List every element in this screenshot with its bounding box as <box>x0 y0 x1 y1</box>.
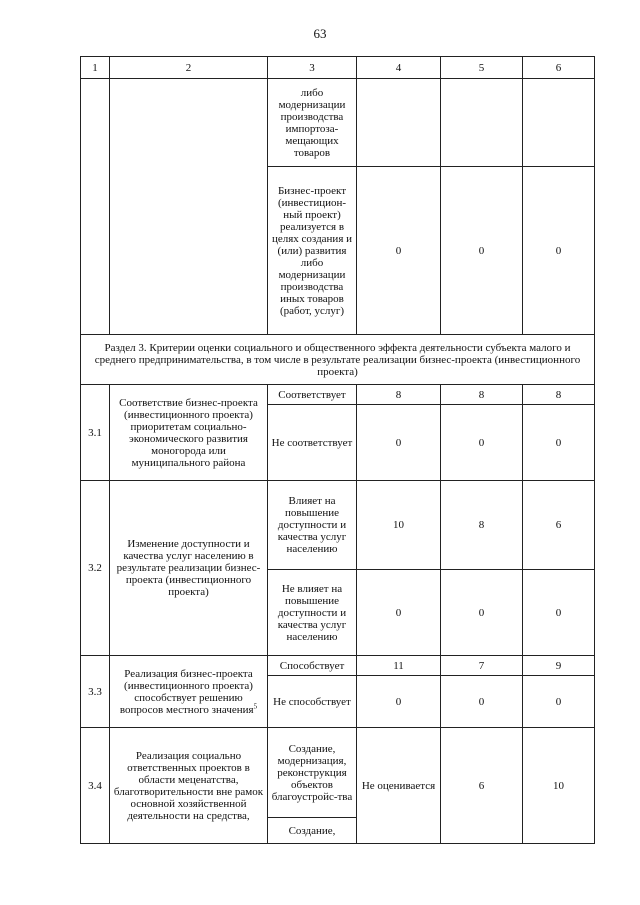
row-3-4-v6: 10 <box>523 728 595 844</box>
row-3-1-o2-v5: 0 <box>441 405 523 481</box>
cont-number-cell <box>81 79 110 335</box>
cont-option-a: либо модернизации производства импортоза-мещающих товаров <box>268 79 357 167</box>
row-3-2-option-1: Влияет на повышение доступности и качества услуг населению <box>268 481 357 570</box>
row-3-2-opt1 <box>81 481 595 570</box>
row-3-2-number: 3.2 <box>81 481 110 656</box>
row-3-1-option-2: Не соответствует <box>268 405 357 481</box>
cont-a-v5 <box>441 79 523 167</box>
criteria-table <box>80 56 595 844</box>
row-3-3-o1-v6: 9 <box>523 656 595 676</box>
row-3-4-number: 3.4 <box>81 728 110 844</box>
row-3-1-criterion: Соответствие бизнес-проекта (инвестиционного проекта) приоритетам социально-экономического развития моногорода или муниципального района <box>110 385 268 481</box>
header-cell-1: 1 <box>81 57 110 79</box>
row-3-4-v5: 6 <box>441 728 523 844</box>
row-3-3-number: 3.3 <box>81 656 110 728</box>
row-3-3-option-1: Способствует <box>268 656 357 676</box>
row-3-2-o1-v4: 10 <box>357 481 441 570</box>
row-3-1-o1-v5: 8 <box>441 385 523 405</box>
row-3-3-criterion-text: Реализация бизнес-проекта (инвестиционного проекта) способствует решению вопросов местного значения <box>119 667 254 716</box>
cont-b-v4: 0 <box>357 167 441 335</box>
row-3-1-number: 3.1 <box>81 385 110 481</box>
row-3-3-o2-v5: 0 <box>441 676 523 728</box>
row-3-3-o1-v4: 11 <box>357 656 441 676</box>
section-3-title: Раздел 3. Критерии оценки социального и общественного эффекта деятельности субъекта малого и среднего предпринимательства, в том числе в результате реализации бизнес-проекта (инвестиционного проекта) <box>81 335 595 385</box>
page-number: 63 <box>313 26 327 41</box>
row-3-3-option-2: Не способствует <box>268 676 357 728</box>
header-cell-5: 5 <box>441 57 523 79</box>
header-cell-6: 6 <box>523 57 595 79</box>
row-3-3-o1-v5: 7 <box>441 656 523 676</box>
row-3-2-option-2: Не влияет на повышение доступности и качества услуг населению <box>268 570 357 656</box>
row-3-1-o2-v6: 0 <box>523 405 595 481</box>
cont-b-v6: 0 <box>523 167 595 335</box>
row-3-3-o2-v4: 0 <box>357 676 441 728</box>
row-3-2-o2-v6: 0 <box>523 570 595 656</box>
cont-a-v4 <box>357 79 441 167</box>
row-3-3-opt1 <box>81 656 595 676</box>
row-3-2-o1-v5: 8 <box>441 481 523 570</box>
header-cell-3: 3 <box>268 57 357 79</box>
cont-option-b: Бизнес-проект (инвестицион-ный проект) реализуется в целях создания и (или) развития либо модернизации производства иных товаров (работ, услуг) <box>268 167 357 335</box>
row-3-1-o1-v6: 8 <box>523 385 595 405</box>
cont-criterion-cell <box>110 79 268 335</box>
row-3-4-criterion: Реализация социально ответственных проектов в области меценатства, благотворительности вне рамок основной хозяйственной деятельности на средства, <box>110 728 268 844</box>
row-3-3-o2-v6: 0 <box>523 676 595 728</box>
row-3-1-o1-v4: 8 <box>357 385 441 405</box>
header-cell-4: 4 <box>357 57 441 79</box>
cont-a-v6 <box>523 79 595 167</box>
row-3-3-criterion <box>110 656 268 728</box>
footnote-marker: 5 <box>253 701 258 710</box>
header-cell-2: 2 <box>110 57 268 79</box>
row-3-2-criterion: Изменение доступности и качества услуг населению в результате реализации бизнес-проекта (инвестиционного проекта) <box>110 481 268 656</box>
row-3-2-o2-v5: 0 <box>441 570 523 656</box>
continued-row-a <box>81 79 595 167</box>
header-row <box>81 57 595 79</box>
section-3-row <box>81 335 595 385</box>
row-3-1-opt1 <box>81 385 595 405</box>
row-3-2-o2-v4: 0 <box>357 570 441 656</box>
cont-b-v5: 0 <box>441 167 523 335</box>
row-3-2-o1-v6: 6 <box>523 481 595 570</box>
row-3-1-option-1: Соответствует <box>268 385 357 405</box>
row-3-1-o2-v4: 0 <box>357 405 441 481</box>
row-3-4-v4: Не оценивается <box>357 728 441 844</box>
row-3-4-opt1 <box>81 728 595 818</box>
row-3-4-option-2: Создание, <box>268 818 357 844</box>
row-3-4-option-1: Создание, модернизация, реконструкция объектов благоустройс-тва <box>268 728 357 818</box>
